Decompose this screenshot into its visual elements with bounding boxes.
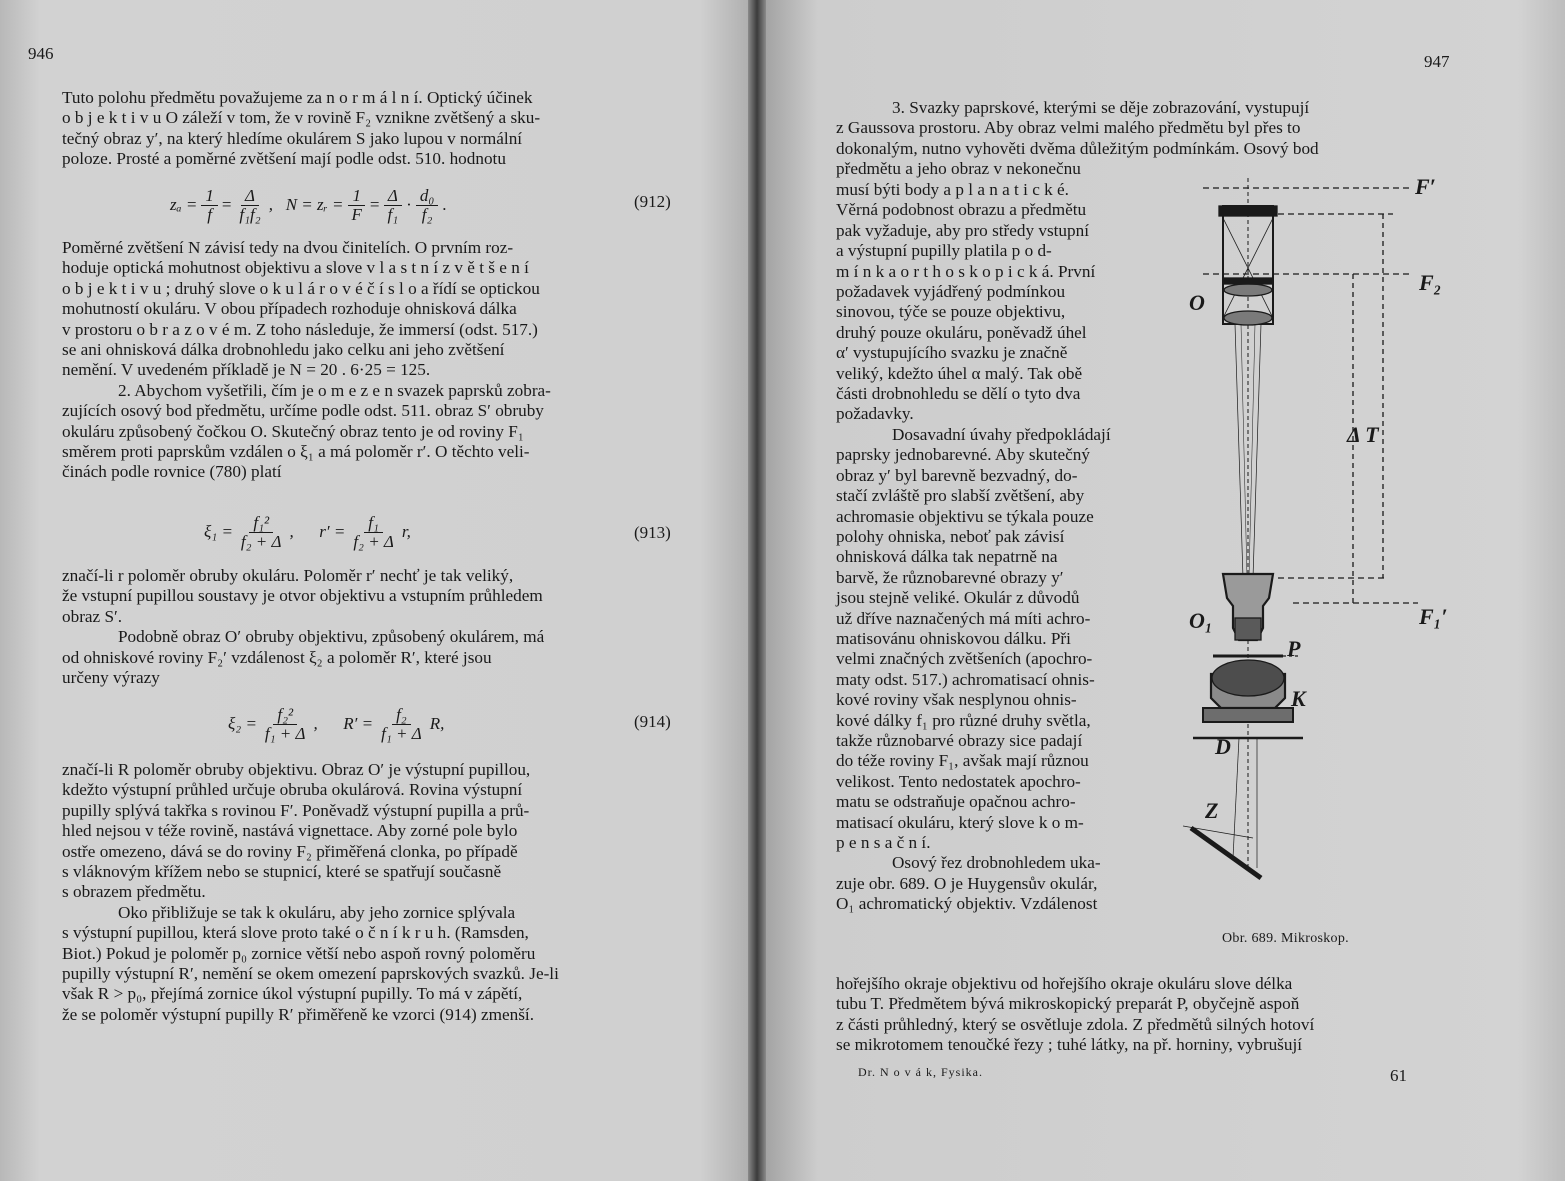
text-line: značí-li R poloměr obruby objektivu. Obraz O′ je výstupní pupillou, bbox=[62, 760, 531, 779]
mirror bbox=[1191, 828, 1261, 878]
fraction bbox=[201, 187, 218, 224]
book-gutter bbox=[748, 0, 766, 1181]
text-line: 2. Abychom vyšetřili, čím je o m e z e n svazek paprsků zobra- bbox=[118, 380, 551, 400]
text-line: α′ vystupujícího svazku je značně bbox=[836, 343, 1068, 363]
text-line: pupilly výstupní R′, nemění se okem omezení paprskových svazků. Je-li bbox=[62, 964, 559, 984]
text-line: části drobnohledu se dělí o tyto dva bbox=[836, 384, 1081, 404]
text-line: o b j e k t i v u O záleží v tom, že v rovině F₂ vznikne zvětšený a sku- bbox=[62, 108, 541, 128]
text-line: tečný obraz y′, na který hledíme okulárem S jako lupou v normální bbox=[62, 128, 523, 148]
fraction bbox=[261, 706, 310, 743]
right-text-column bbox=[836, 180, 1174, 915]
signature-number: 61 bbox=[1390, 1066, 1407, 1085]
frac-num: Δ bbox=[384, 187, 402, 206]
text-line: hled nejsou v téže rovině, nastává vignettace. Aby zorné pole bylo bbox=[62, 821, 518, 841]
text-line: Poměrné zvětšení N závisí tedy na dvou činitelích. O prvním roz- bbox=[62, 238, 514, 257]
text-line: m í n k a o r t h o s k o p i c k á. První bbox=[836, 261, 1096, 281]
equation-914 bbox=[228, 700, 444, 748]
frac-den: F bbox=[351, 204, 362, 224]
eq-text: , N = zᵣ = bbox=[268, 195, 344, 214]
label-F: F′ bbox=[1415, 178, 1436, 199]
eq-text: = bbox=[369, 195, 380, 214]
frac-num: f₂² bbox=[273, 706, 297, 725]
frac-den: f₂ bbox=[421, 204, 433, 224]
frac-num: f₂ bbox=[392, 706, 411, 725]
equation-number: (914) bbox=[634, 712, 671, 731]
eq-text: = bbox=[221, 195, 232, 214]
label-O1: O₁ bbox=[1189, 608, 1213, 633]
text-line: hoduje optická mohutnost objektivu a slove v l a s t n í z v ě t š e n í bbox=[62, 258, 529, 278]
page-number-left: 946 bbox=[28, 44, 54, 63]
equation-number: (912) bbox=[634, 192, 671, 211]
text-line: do téže roviny F₁, avšak mají různou bbox=[836, 751, 1089, 771]
fraction bbox=[416, 187, 438, 224]
label-Z: Z bbox=[1205, 798, 1219, 823]
text-line: určeny výrazy bbox=[62, 668, 160, 688]
text-line: směrem proti paprskům vzdálen o ξ₁ a má poloměr r′. O těchto veli- bbox=[62, 442, 530, 462]
eq-text: · bbox=[406, 195, 412, 214]
text-line: veliký, kdežto úhel α malý. Tak obě bbox=[836, 363, 1083, 383]
eq-text: ξ₁ = bbox=[204, 522, 233, 541]
microscope-figure bbox=[1183, 178, 1473, 918]
text-line: s výstupní pupillou, která slove proto také o č n í k r u h. (Ramsden, bbox=[62, 923, 529, 943]
text-line: okuláru způsobený čočkou O. Skutečný obraz tento je od roviny F₁ bbox=[62, 421, 524, 441]
eq-text: , R′ = bbox=[313, 714, 374, 733]
fraction bbox=[237, 514, 286, 551]
equation-912 bbox=[170, 182, 447, 228]
text-line: už dříve naznačených má míti achro- bbox=[836, 608, 1091, 628]
text-line: polohy ohniska, neboť pak závisí bbox=[836, 526, 1065, 546]
fraction bbox=[235, 187, 264, 224]
frac-den: f₁f₂ bbox=[239, 204, 261, 224]
text-line: Podobně obraz O′ obruby objektivu, způsobený okulárem, má bbox=[118, 627, 545, 647]
text-line: požadavek vyjádřený podmínkou bbox=[836, 282, 1066, 302]
text-line: musí býti body a p l a n a t i c k é. bbox=[836, 180, 1069, 199]
text-line: p e n s a č n í. bbox=[836, 833, 931, 852]
figure-caption: Obr. 689. Mikroskop. bbox=[1222, 931, 1349, 946]
fraction bbox=[349, 514, 398, 551]
eq-text: , r′ = bbox=[289, 522, 346, 541]
text-line: zuje obr. 689. O je Huygensův okulár, bbox=[836, 873, 1098, 893]
equation-913 bbox=[204, 508, 411, 556]
text-line: matisovánu ohniskovou dálku. Při bbox=[836, 628, 1071, 648]
right-text-top bbox=[836, 98, 1456, 180]
eyepiece-rim bbox=[1219, 206, 1277, 216]
text-line: a výstupní pupilly platila p o d- bbox=[836, 241, 1052, 261]
text-line: Tuto polohu předmětu považujeme za n o r m á l n í. Optický účinek bbox=[62, 88, 533, 107]
text-line: požadavky. bbox=[836, 404, 914, 424]
frac-num: f₁² bbox=[249, 514, 273, 533]
frac-num: f₁ bbox=[364, 514, 383, 533]
text-line: předmětu a jeho obraz v nekonečnu bbox=[836, 159, 1081, 179]
text-line: zujících osový bod předmětu, určíme podle odst. 511. obraz S′ obruby bbox=[62, 401, 544, 421]
label-P: P bbox=[1287, 636, 1301, 661]
text-line: stačí zvláště pro slabší zvětšení, aby bbox=[836, 486, 1085, 506]
eyepiece-field-lens bbox=[1224, 311, 1272, 325]
label-O: O bbox=[1189, 290, 1205, 315]
field-stop bbox=[1223, 278, 1273, 284]
text-line: sinovou, týče se pouze objektivu, bbox=[836, 302, 1066, 322]
label-K: K bbox=[1291, 686, 1306, 711]
left-text-block-4 bbox=[62, 760, 682, 1025]
text-line: z Gaussova prostoru. Aby obraz velmi malého předmětu byl přes to bbox=[836, 118, 1301, 138]
text-line: nemění. V uvedeném příkladě je N = 20 . 6·25 = 125. bbox=[62, 360, 431, 380]
text-line: matisací okuláru, který slove k o m- bbox=[836, 812, 1084, 832]
text-line: jsou stejně veliké. Okulár z důvodů bbox=[836, 588, 1080, 608]
eyepiece-lens bbox=[1224, 284, 1272, 296]
text-line: kové dálky f₁ pro různé druhy světla, bbox=[836, 710, 1091, 730]
text-line: však R > p₀, přejímá zornice úkol výstupní pupilly. To má v zápětí, bbox=[62, 984, 523, 1004]
text-line: tubu T. Předmětem bývá mikroskopický preparát P, obyčejně aspoň bbox=[836, 994, 1300, 1014]
text-line: že se poloměr výstupní pupilly R′ přiměřeně ke vzorci (914) zmenší. bbox=[62, 1004, 534, 1024]
text-line: barvě, že různobarevné obrazy y′ bbox=[836, 567, 1064, 587]
text-line: kdežto výstupní průhled určuje obruba okulárová. Rovina výstupní bbox=[62, 780, 523, 800]
frac-den: f₂ + Δ bbox=[353, 531, 394, 551]
text-line: mohutností okuláru. V obou případech rozhoduje ohnisková dálka bbox=[62, 299, 517, 319]
text-line: od ohniskové roviny F₂′ vzdálenost ξ₂ a poloměr R′, které jsou bbox=[62, 647, 492, 667]
left-text-block-1 bbox=[62, 88, 682, 170]
text-line: obraz y′ byl barevně bezvadný, do- bbox=[836, 465, 1078, 485]
text-line: hořejšího okraje objektivu od hořejšího okraje okuláru slove délka bbox=[836, 974, 1293, 993]
condenser-lens bbox=[1212, 660, 1284, 696]
frac-den: f₁ bbox=[387, 204, 399, 224]
label-F2: F₂ bbox=[1419, 270, 1442, 295]
text-line: Biot.) Pokud je poloměr p₀ zornice větší nebo aspoň rovný poloměru bbox=[62, 943, 536, 963]
text-line: O₁ achromatický objektiv. Vzdálenost bbox=[836, 894, 1098, 914]
eq-text: zₐ = bbox=[170, 195, 198, 214]
ray-line bbox=[1233, 738, 1239, 858]
text-line: achromasie objektivu se týkala pouze bbox=[836, 506, 1094, 526]
eq-text: r, bbox=[401, 522, 411, 541]
frac-den: f₂ + Δ bbox=[240, 531, 282, 551]
text-line: z části průhledný, který se osvětluje zdola. Z předmětů silných hotoví bbox=[836, 1014, 1315, 1034]
right-text-bottom bbox=[836, 974, 1456, 1056]
text-line: s obrazem předmětu. bbox=[62, 882, 206, 902]
text-line: značí-li r poloměr obruby okuláru. Poloměr r′ nechť je tak veliký, bbox=[62, 566, 514, 585]
frac-num: 1 bbox=[348, 187, 365, 206]
text-line: poloze. Prosté a poměrné zvětšení mají podle odst. 510. hodnotu bbox=[62, 149, 506, 169]
text-line: Oko přibližuje se tak k okuláru, aby jeho zornice splývala bbox=[118, 902, 516, 922]
frac-num: Δ bbox=[241, 187, 259, 206]
text-line: činách podle rovnice (780) platí bbox=[62, 462, 282, 482]
text-line: ostře omezeno, dává se do roviny F₂ přiměřená clonka, po případě bbox=[62, 841, 518, 861]
footer-author: Dr. N o v á k, Fysika. bbox=[858, 1065, 983, 1079]
fraction bbox=[384, 187, 403, 224]
text-line: dokonalým, nutno vyhověti dvěma důležitým podmínkám. Osový bod bbox=[836, 138, 1319, 158]
text-line: obraz S′. bbox=[62, 606, 123, 626]
fraction bbox=[377, 706, 426, 743]
text-line: Věrná podobnost obrazu a předmětu bbox=[836, 200, 1087, 220]
left-page bbox=[0, 0, 758, 1181]
text-line: velmi značných zvětšeních (apochro- bbox=[836, 649, 1093, 669]
text-line: Osový řez drobnohledem uka- bbox=[892, 853, 1101, 873]
text-line: takže různobarvé obrazy sice padají bbox=[836, 730, 1083, 750]
label-D: D bbox=[1215, 734, 1231, 759]
text-line: se ani ohnisková dálka drobnohledu jako celku ani jeho zvětšení bbox=[62, 340, 505, 360]
text-line: pak vyžaduje, aby pro středy vstupní bbox=[836, 220, 1089, 240]
left-text-block-2 bbox=[62, 238, 682, 483]
text-line: s vláknovým křížem nebo se stupnicí, které se spatřují současně bbox=[62, 862, 502, 882]
condenser-mount bbox=[1203, 708, 1293, 722]
eq-text: R, bbox=[429, 714, 445, 733]
label-delta-T: Δ T bbox=[1347, 422, 1379, 447]
label-F1: F₁′ bbox=[1419, 604, 1448, 629]
text-line: matu se odstraňuje opačnou achro- bbox=[836, 792, 1076, 812]
text-line: Dosavadní úvahy předpokládají bbox=[892, 424, 1111, 444]
text-line: o b j e k t i v u ; druhý slove o k u l á r o v é č í s l o a řídí se optickou bbox=[62, 278, 540, 298]
eq-text: . bbox=[442, 195, 447, 214]
equation-number: (913) bbox=[634, 523, 671, 542]
text-line: že vstupní pupillou soustavy je otvor objektivu a vstupním průhledem bbox=[62, 586, 543, 606]
text-line: v prostoru o b r a z o v é m. Z toho následuje, že immersí (odst. 517.) bbox=[62, 319, 538, 339]
text-line: pupilly splývá takřka s rovinou F′. Poněvadž výstupní pupilla a prů- bbox=[62, 800, 530, 820]
left-text-block-3 bbox=[62, 566, 682, 688]
page-number-right: 947 bbox=[1424, 52, 1450, 71]
text-line: maty odst. 517.) achromatisací ohnis- bbox=[836, 669, 1095, 689]
text-line: velikost. Tento nedostatek apochro- bbox=[836, 771, 1081, 791]
frac-den: f₁ + Δ bbox=[381, 723, 422, 743]
frac-den: f₁ + Δ bbox=[264, 723, 306, 743]
fraction bbox=[348, 187, 366, 224]
text-line: kové roviny však nesplynou ohnis- bbox=[836, 690, 1077, 710]
eq-text: ξ₂ = bbox=[228, 714, 257, 733]
frac-num: 1 bbox=[201, 187, 218, 206]
text-line: ohnisková dálka tak nepatrně na bbox=[836, 547, 1058, 567]
text-line: 3. Svazky paprskové, kterými se děje zobrazování, vystupují bbox=[892, 98, 1310, 117]
text-line: paprsky jednobarevné. Aby skutečný bbox=[836, 445, 1090, 465]
text-line: se mikrotomem tenoučké řezy ; tuhé látky, na př. horniny, vybrušují bbox=[836, 1035, 1303, 1055]
text-line: druhý pouze okuláru, poněvadž úhel bbox=[836, 322, 1087, 342]
frac-den: f bbox=[207, 204, 212, 224]
objective-lens bbox=[1235, 618, 1261, 640]
frac-num: d₀ bbox=[416, 187, 438, 206]
